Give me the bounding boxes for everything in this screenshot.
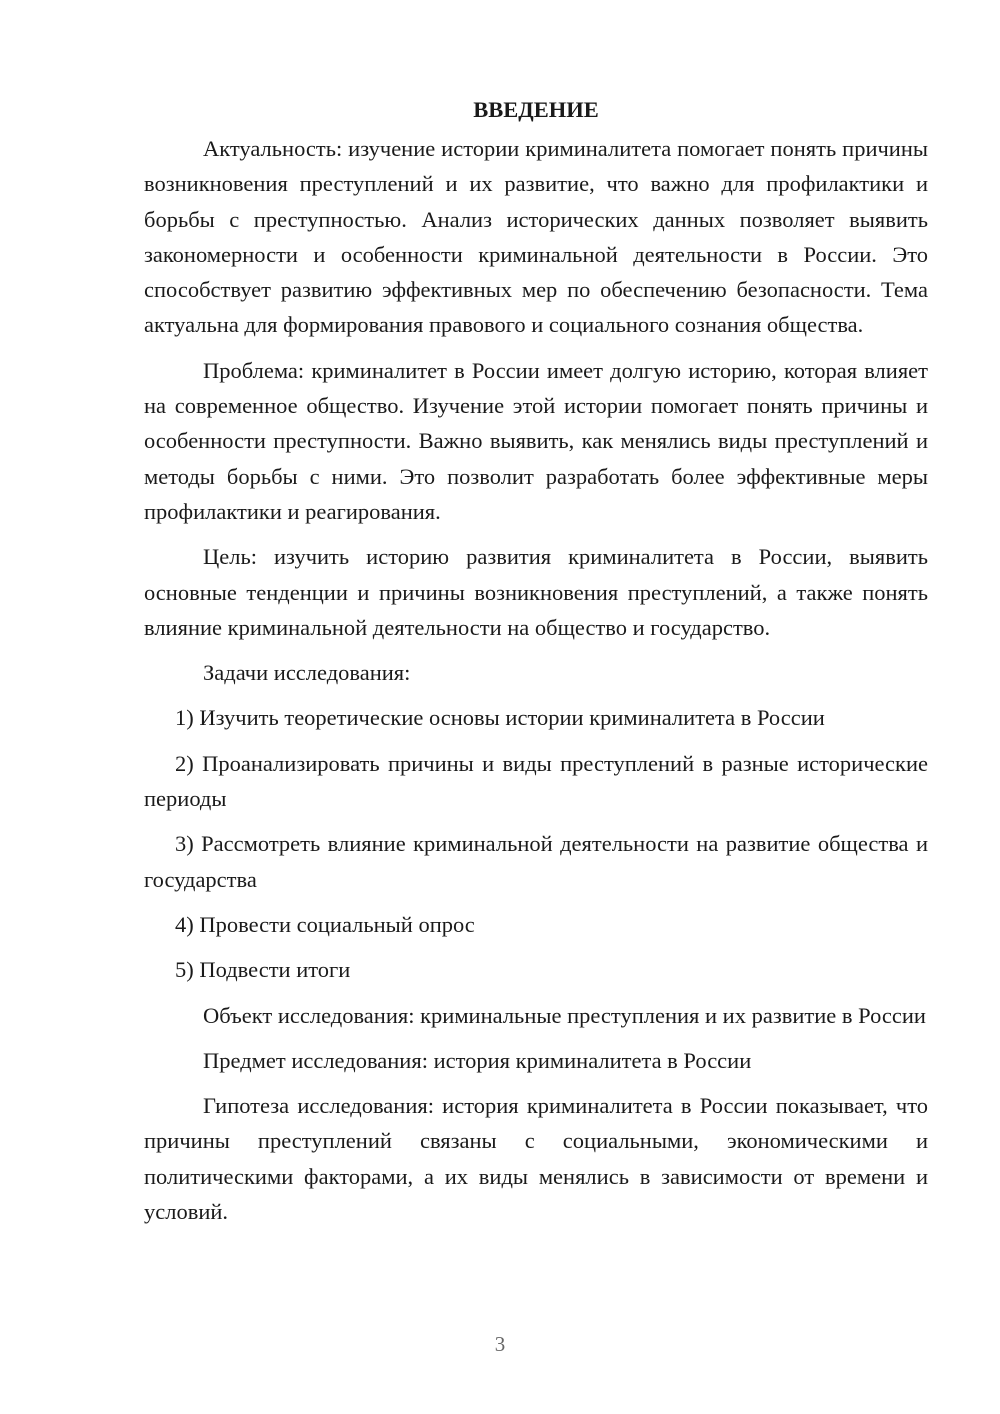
paragraph-goal: Цель: изучить историю развития криминалитета в России, выявить основные тенденции и причины возникновения преступлений, а также понять влияние криминальной деятельности на общество и государство. (144, 544, 928, 640)
tasks-heading: Задачи исследования: (203, 660, 411, 686)
paragraph-problem: Проблема: криминалитет в России имеет долгую историю, которая влияет на современное общество. Изучение этой истории помогает понять причины и особенности преступности. Важно выявить, как менялись виды преступлений и методы борьбы с ними. Это позволит разработать более эффективные меры профилактики и реагирования. (144, 357, 928, 524)
paragraph-subject: Предмет исследования: история криминалитета в России (203, 1047, 752, 1073)
paragraph-object: Объект исследования: криминальные преступления и их развитие в России (203, 1002, 926, 1028)
document-page (144, 92, 928, 1239)
task-item-2: 2) Проанализировать причины и виды преступлений в разные исторические периоды (144, 750, 928, 812)
task-item-3: 3) Рассмотреть влияние криминальной деятельности на развитие общества и государства (144, 831, 928, 892)
task-item-4: 4) Провести социальный опрос (175, 911, 475, 937)
paragraph-hypothesis: Гипотеза исследования: история криминалитета в России показывает, что причины преступлений связаны с социальными, экономическими и политическими факторами, а их виды менялись в зависимости от времени и условий. (144, 1093, 928, 1225)
page-title: ВВЕДЕНИЕ (473, 97, 599, 122)
task-item-5: 5) Подвести итоги (175, 957, 351, 983)
paragraph-relevance: Актуальность: изучение истории криминалитета помогает понять причины возникновения преступлений и их развитие, что важно для профилактики и борьбы с преступностью. Анализ исторических данных позволяет выявить закономерности и особенности криминальной деятельности в России. Это способствует развитию эффективных мер по обеспечению безопасности. Тема актуальна для формирования правового и социального сознания общества. (144, 136, 928, 338)
page-number: 3 (494, 1332, 506, 1356)
task-item-1: 1) Изучить теоретические основы истории криминалитета в России (175, 705, 825, 731)
